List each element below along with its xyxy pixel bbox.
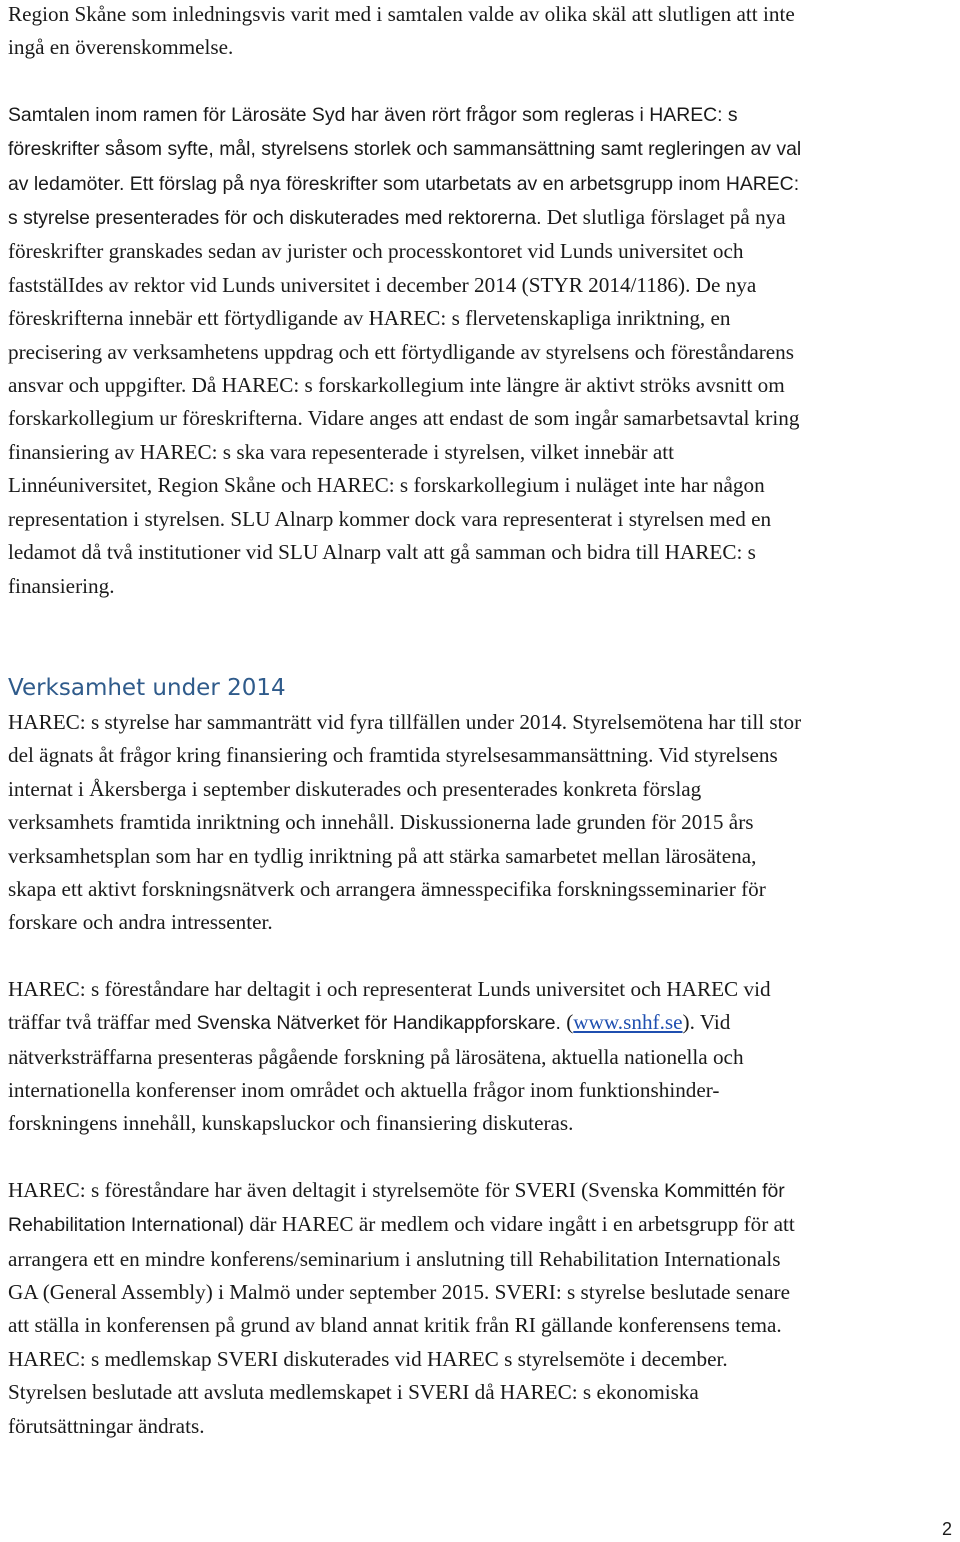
link-open-paren: ( xyxy=(560,1010,574,1035)
section-paragraph-1-text: HAREC: s styrelse har sammanträtt vid fyra tillfällen under 2014. Styrelsemötena har till stor del ägnats åt frågor kring finansiering och framtida styrelsesammansättning. Vid styrelsens internat i Åkersberga i september diskuterades och presenterades konkreta förslag verksamhets framtida inriktning och innehåll. Diskussionerna lade grunden för 2015 års verksamhetsplan som har en tydlig inriktning på att stärka samarbetet mellan lärosätena, skapa ett aktivt forskningsnätverk och arrangera ämnesspecifika forskningsseminarier för forskare och andra intressenter. xyxy=(8,709,802,935)
section-paragraph-2-text-b: ). Vid nätverksträffarna presenteras pågående forskning på lärosätena, aktuella nationella och internationella konferenser inom området och aktuella frågor inom funktionshinder- forskningens innehåll, kunskapsluckor och finansiering diskuteras. xyxy=(8,1010,744,1136)
intro-paragraph-1-text: Region Skåne som inledningsvis varit med i samtalen valde av olika skäl att slutligen att inte ingå en överenskommelse. xyxy=(8,2,795,60)
section-heading: Verksamhet under 2014 xyxy=(8,674,286,701)
section-paragraph-3-text-a: HAREC: s föreståndare har även deltagit i styrelsemöte för SVERI (Svenska xyxy=(8,1177,665,1202)
section-paragraph-2 xyxy=(8,973,954,1141)
intro-paragraph-2-sans-text: Samtalen inom ramen för Lärosäte Syd har även rört frågor som regleras i HAREC: s föreskrifter såsom syfte, mål, styrelsens storlek och sammansättning samt regleringen av val av ledamöter. Ett förslag på nya föreskrifter som utarbetats av en arbetsgrupp inom HAREC: s styrelse presenterades för och diskuterades med rektorerna. xyxy=(8,103,802,230)
snhf-link[interactable]: www.snhf.se xyxy=(573,1010,683,1035)
section-paragraph-2-text-a: HAREC: s föreståndare har deltagit i och representerat Lunds universitet och HAREC vid träffar två träffar med xyxy=(8,976,771,1035)
intro-paragraph-2 xyxy=(8,98,954,603)
network-name: Svenska Nätverket för Handikappforskare. xyxy=(196,1012,561,1035)
section-paragraph-3 xyxy=(8,1174,954,1443)
intro-paragraph-1 xyxy=(8,0,954,65)
section-paragraph-3-text-b: där HAREC är medlem och vidare ingått i en arbetsgrupp för att arrangera ett en mindre konferens/seminarium i anslutning till Rehabilitation Internationals GA (General Assembly) i Malmö under september 2015. SVERI: s styrelse beslutade senare att ställa in konferensen på grund av bland annat kritik från RI gällande konferensens tema. HAREC: s medlemskap SVERI diskuterades vid HAREC s styrelsemöte i december. Styrelsen beslutade att avsluta medlemskapet i SVERI då HAREC: s ekonomiska förutsättningar ändrats. xyxy=(8,1212,795,1438)
document-page xyxy=(8,0,954,1443)
intro-paragraph-2-text: Det slutliga förslaget på nya föreskrifter granskades sedan av jurister och processkontoret vid Lunds universitet och faststälIdes av rektor vid Lunds universitet i december 2014 (STYR 2014/1186). De nya föreskrifterna innebär ett förtydligande av HAREC: s flervetenskapliga inriktning, en precisering av verksamhetens uppdrag och ett förtydligande av styrelsens och föreståndarens ansvar och uppgifter. Då HAREC: s forskarkollegium inte längre är aktivt ströks avsnitt om forskarkollegium ur föreskrifterna. Vidare anges att endast de som ingår samarbetsavtal kring finansiering av HAREC: s ska vara repesenterade i styrelsen, vilket innebär att Linnéuniversitet, Region Skåne och HAREC: s forskarkollegium i nuläget inte har någon representation i styrelsen. SLU Alnarp kommer dock vara representerat i styrelsen med en ledamot då två institutioner vid SLU Alnarp valt att gå samman och bidra till HAREC: s finansiering. xyxy=(8,205,800,598)
page-number: 2 xyxy=(941,1519,952,1539)
section-paragraph-1 xyxy=(8,706,954,940)
organization-name: Kommittén för Rehabilitation International) xyxy=(8,1179,785,1237)
